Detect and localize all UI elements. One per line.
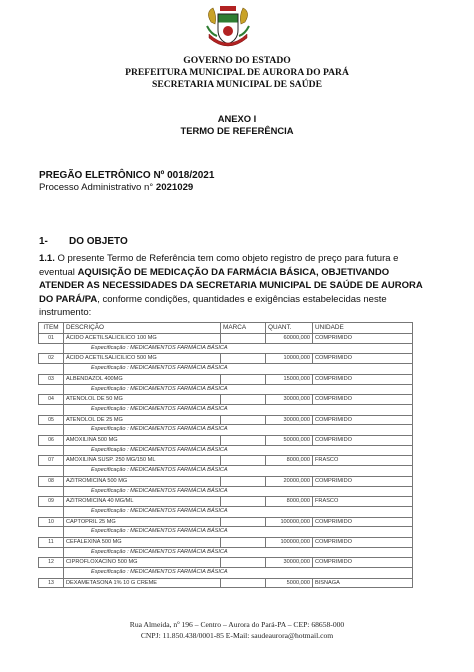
spec-row	[39, 506, 413, 517]
item-brand	[221, 456, 266, 466]
item-brand	[221, 537, 266, 547]
spec-row	[39, 568, 413, 579]
item-brand	[221, 374, 266, 384]
table-row	[39, 497, 413, 507]
item-brand	[221, 497, 266, 507]
spec-label: Especificação : MEDICAMENTOS FARMÁCIA BÁSICA	[64, 547, 413, 558]
spec-row	[39, 486, 413, 497]
spec-row	[39, 466, 413, 477]
table-row	[39, 456, 413, 466]
processo-number: 2021029	[155, 182, 194, 193]
object-paragraph	[39, 252, 435, 320]
spec-spacer	[39, 568, 64, 579]
item-unit: COMPRIMIDO	[313, 537, 413, 547]
table-row	[39, 517, 413, 527]
spec-row	[39, 343, 413, 354]
header-item: ITEM	[39, 323, 64, 334]
item-description: ÁCIDO ACETILSALICILICO 500 MG	[64, 354, 221, 364]
spec-spacer	[39, 364, 64, 375]
item-description: AMOXILINA 500 MG	[64, 435, 221, 445]
header-marca: MARCA	[221, 323, 266, 334]
table-row	[39, 537, 413, 547]
spec-label: Especificação : MEDICAMENTOS FARMÁCIA BÁSICA	[64, 343, 413, 354]
spec-label: Especificação : MEDICAMENTOS FARMÁCIA BÁSICA	[64, 364, 413, 375]
spec-label: Especificação : MEDICAMENTOS FARMÁCIA BÁSICA	[64, 404, 413, 415]
item-number: 08	[39, 476, 64, 486]
spec-label: Especificação : MEDICAMENTOS FARMÁCIA BÁSICA	[64, 568, 413, 579]
item-brand	[221, 334, 266, 344]
item-number: 13	[39, 578, 64, 588]
processo-label: Processo Administrativo n°	[39, 182, 154, 193]
item-description: ÁCIDO ACETILSALICILICO 100 MG	[64, 334, 221, 344]
table-row	[39, 558, 413, 568]
processo-line	[39, 182, 193, 194]
spec-label: Especificação : MEDICAMENTOS FARMÁCIA BÁSICA	[64, 445, 413, 456]
item-unit: COMPRIMIDO	[313, 415, 413, 425]
items-table	[38, 322, 413, 588]
item-description: DEXAMETASONA 1% 10 G CREME	[64, 578, 221, 588]
table-row	[39, 435, 413, 445]
item-number: 10	[39, 517, 64, 527]
item-quantity: 50000,000	[266, 435, 313, 445]
item-unit: BISNAGA	[313, 578, 413, 588]
table-header-row	[39, 323, 413, 334]
item-unit: FRASCO	[313, 497, 413, 507]
spec-spacer	[39, 506, 64, 517]
item-brand	[221, 476, 266, 486]
item-brand	[221, 435, 266, 445]
section-title: DO OBJETO	[69, 236, 128, 247]
paragraph-bold: AQUISIÇÃO DE MEDICAÇÃO DA FARMÁCIA BÁSICA, OBJETIVANDO ATENDER AS NECESSIDADES DA SECRETARIA MUNICIPAL DE SAÚDE DE AURORA DO PARÁ/PA	[39, 266, 423, 305]
spec-label: Especificação : MEDICAMENTOS FARMÁCIA BÁSICA	[64, 486, 413, 497]
item-description: CEFALEXINA 500 MG	[64, 537, 221, 547]
header-government: GOVERNO DO ESTADO	[183, 55, 291, 66]
item-number: 09	[39, 497, 64, 507]
item-number: 06	[39, 435, 64, 445]
paragraph-rest: , conforme condições, quantidades e exigências estabelecidas neste instrumento:	[39, 293, 387, 319]
item-number: 07	[39, 456, 64, 466]
spec-spacer	[39, 527, 64, 538]
spec-row	[39, 364, 413, 375]
item-number: 04	[39, 395, 64, 405]
spec-row	[39, 425, 413, 436]
table-row	[39, 415, 413, 425]
item-number: 05	[39, 415, 64, 425]
item-quantity: 100000,000	[266, 517, 313, 527]
spec-spacer	[39, 404, 64, 415]
item-description: AZITROMICINA 40 MG/ML	[64, 497, 221, 507]
item-brand	[221, 395, 266, 405]
item-unit: COMPRIMIDO	[313, 354, 413, 364]
item-quantity: 30000,000	[266, 415, 313, 425]
header-secretariat: SECRETARIA MUNICIPAL DE SAÚDE	[152, 79, 322, 90]
spec-spacer	[39, 425, 64, 436]
spec-row	[39, 547, 413, 558]
item-number: 11	[39, 537, 64, 547]
table-row	[39, 476, 413, 486]
item-quantity: 100000,000	[266, 537, 313, 547]
item-number: 03	[39, 374, 64, 384]
spec-spacer	[39, 343, 64, 354]
annex-title: TERMO DE REFERÊNCIA	[180, 125, 294, 136]
spec-spacer	[39, 486, 64, 497]
item-description: ATENOLOL DE 50 MG	[64, 395, 221, 405]
item-quantity: 60000,000	[266, 334, 313, 344]
item-description: CAPTOPRIL 25 MG	[64, 517, 221, 527]
spec-label: Especificação : MEDICAMENTOS FARMÁCIA BÁSICA	[64, 384, 413, 395]
item-description: CIPROFLOXACINO 500 MG	[64, 558, 221, 568]
item-unit: COMPRIMIDO	[313, 558, 413, 568]
spec-spacer	[39, 384, 64, 395]
item-quantity: 30000,000	[266, 395, 313, 405]
item-number: 02	[39, 354, 64, 364]
table-row	[39, 334, 413, 344]
spec-label: Especificação : MEDICAMENTOS FARMÁCIA BÁSICA	[64, 466, 413, 477]
spec-label: Especificação : MEDICAMENTOS FARMÁCIA BÁSICA	[64, 425, 413, 436]
item-unit: COMPRIMIDO	[313, 476, 413, 486]
item-brand	[221, 354, 266, 364]
municipal-crest-icon	[203, 4, 253, 52]
item-quantity: 10000,000	[266, 354, 313, 364]
spec-row	[39, 527, 413, 538]
item-quantity: 8000,000	[266, 497, 313, 507]
item-quantity: 30000,000	[266, 558, 313, 568]
pregao-number: PREGÃO ELETRÔNICO Nº 0018/2021	[39, 170, 215, 181]
header-unidade: UNIDADE	[313, 323, 413, 334]
item-brand	[221, 415, 266, 425]
table-row	[39, 395, 413, 405]
item-unit: COMPRIMIDO	[313, 374, 413, 384]
item-quantity: 8000,000	[266, 456, 313, 466]
item-unit: FRASCO	[313, 456, 413, 466]
table-row	[39, 578, 413, 588]
item-description: AMOXILINA SUSP. 250 MG/150 ML	[64, 456, 221, 466]
item-unit: COMPRIMIDO	[313, 435, 413, 445]
item-brand	[221, 558, 266, 568]
item-number: 12	[39, 558, 64, 568]
item-quantity: 5000,000	[266, 578, 313, 588]
paragraph-number: 1.1.	[39, 253, 55, 264]
item-brand	[221, 517, 266, 527]
item-description: AZITROMICINA 500 MG	[64, 476, 221, 486]
item-quantity: 15000,000	[266, 374, 313, 384]
annex-number: ANEXO I	[217, 113, 257, 124]
table-row	[39, 354, 413, 364]
spec-label: Especificação : MEDICAMENTOS FARMÁCIA BÁSICA	[64, 506, 413, 517]
footer-contact: CNPJ: 11.850.438/0001-85 E-Mail: saudeaurora@hotmail.com	[140, 631, 334, 640]
spec-row	[39, 384, 413, 395]
item-description: ALBENDAZOL 400MG	[64, 374, 221, 384]
spec-spacer	[39, 445, 64, 456]
spec-label: Especificação : MEDICAMENTOS FARMÁCIA BÁSICA	[64, 527, 413, 538]
header-quant: QUANT.	[266, 323, 313, 334]
spec-spacer	[39, 466, 64, 477]
section-number: 1-	[39, 236, 48, 247]
spec-spacer	[39, 547, 64, 558]
item-quantity: 20000,000	[266, 476, 313, 486]
item-unit: COMPRIMIDO	[313, 395, 413, 405]
item-brand	[221, 578, 266, 588]
item-unit: COMPRIMIDO	[313, 517, 413, 527]
header-descricao: DESCRIÇÃO	[64, 323, 221, 334]
header-prefecture: PREFEITURA MUNICIPAL DE AURORA DO PARÁ	[125, 67, 349, 78]
paragraph-intro: O presente Termo de Referência tem como objeto registro de preço para futura e eventual	[39, 253, 399, 278]
item-description: ATENOLOL DE 25 MG	[64, 415, 221, 425]
footer-address: Rua Almeida, nº 196 – Centro – Aurora do Pará-PA – CEP: 68658-000	[129, 620, 345, 629]
table-row	[39, 374, 413, 384]
spec-row	[39, 404, 413, 415]
item-unit: COMPRIMIDO	[313, 334, 413, 344]
item-number: 01	[39, 334, 64, 344]
spec-row	[39, 445, 413, 456]
